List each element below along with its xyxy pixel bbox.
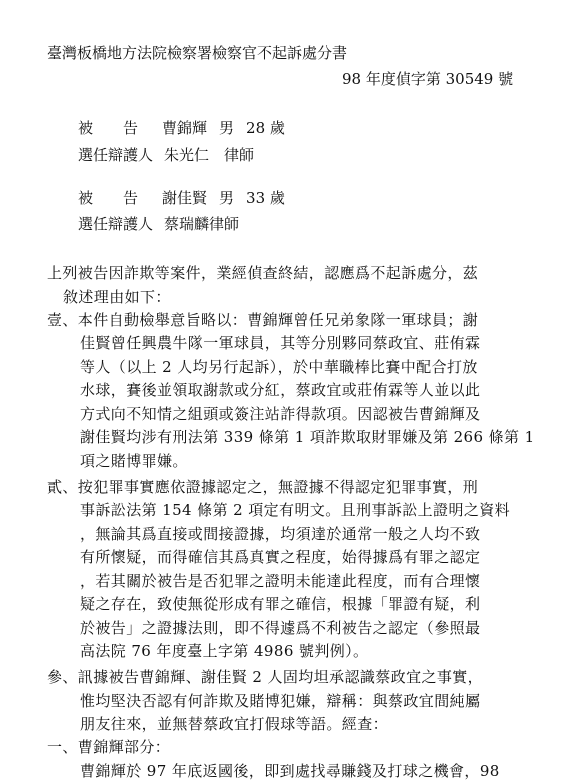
subsection1-heading: 一、曹錦輝部分： [47,738,171,756]
section1-line: 水球，賽後並領取謝款或分紅，蔡政宜或莊侑霖等人並以此 [80,381,481,399]
case-number: 98 年度偵字第 30549 號 [342,70,514,88]
defendant-age: 33 歲 [246,189,285,207]
intro-line: 敘述理由如下： [63,288,171,306]
subsection1-line: 曹錦輝於 97 年底返國後，即到處找尋賺錢及打球之機會，98 [80,762,500,780]
section2-line: ，無論其爲直接或間接證據，均須達於通常一般之人均不致 [80,525,481,543]
section1-line: 等人（以上 2 人均另行起訴），於中華職棒比賽中配合打放 [80,358,478,376]
section1-line: 謝佳賢均涉有刑法第 339 條第 1 項詐欺取財罪嫌及第 266 條第 1 [80,428,535,446]
section3-line: 參、訊據被告曹錦輝、謝佳賢 2 人固均坦承認識蔡政宜之事實， [47,668,484,686]
intro-line: 上列被告因詐欺等案件，業經偵查終結，認應爲不起訴處分，茲 [47,264,479,282]
document-title: 臺灣板橋地方法院檢察署檢察官不起訴處分書 [47,44,348,62]
counsel-row [78,146,254,164]
defendant-name: 謝佳賢 [162,189,208,207]
section2-line: 貳、按犯罪事實應依證據認定之，無證據不得認定犯罪事實，刑 [47,478,479,496]
defendant-sex: 男 [219,119,235,137]
section2-line: 於被告」之證據法則，即不得遽爲不利被告之認定（參照最 [80,619,481,637]
section1-line: 壹、本件自動檢舉意旨略以：曹錦輝曾任兄弟象隊一軍球員；謝 [47,311,479,329]
section1-line: 佳賢曾任興農牛隊一軍球員，其等分別夥同蔡政宜、莊侑霖 [80,334,481,352]
counsel-role-label: 選任辯護人 [78,146,154,164]
section3-line: 朋友往來，並無替蔡政宜打假球等語。經查： [80,715,389,733]
section2-line: 疑之存在，致使無從形成有罪之確信，根據「罪證有疑，利 [80,595,481,613]
defendant-role-label: 被 告 [78,189,139,207]
counsel-name: 朱光仁 律師 [164,146,255,164]
counsel-row [78,215,239,233]
section2-line: 高法院 76 年度臺上字第 4986 號判例）。 [80,642,369,660]
counsel-name: 蔡瑞麟律師 [164,215,240,233]
defendant-name: 曹錦輝 [162,119,208,137]
section1-line: 方式向不知情之組頭或簽注站詐得款項。因認被告曹錦輝及 [80,405,481,423]
defendant-role-label: 被 告 [78,119,139,137]
section2-line: ，若其關於被告是否犯罪之證明未能達此程度，而有合理懷 [80,572,481,590]
defendant-row [78,189,285,207]
defendant-age: 28 歲 [246,119,285,137]
section2-line: 事訴訟法第 154 條第 2 項定有明文。且刑事訴訟上證明之資料 [80,501,511,519]
defendant-sex: 男 [219,189,235,207]
section3-line: 惟均堅決否認有何詐欺及賭博犯嫌，辯稱：與蔡政宜間純屬 [80,692,481,710]
section2-line: 有所懷疑，而得確信其爲真實之程度，始得據爲有罪之認定 [80,548,481,566]
section1-line: 項之賭博罪嫌。 [80,452,188,470]
counsel-role-label: 選任辯護人 [78,215,154,233]
defendant-row [78,119,285,137]
